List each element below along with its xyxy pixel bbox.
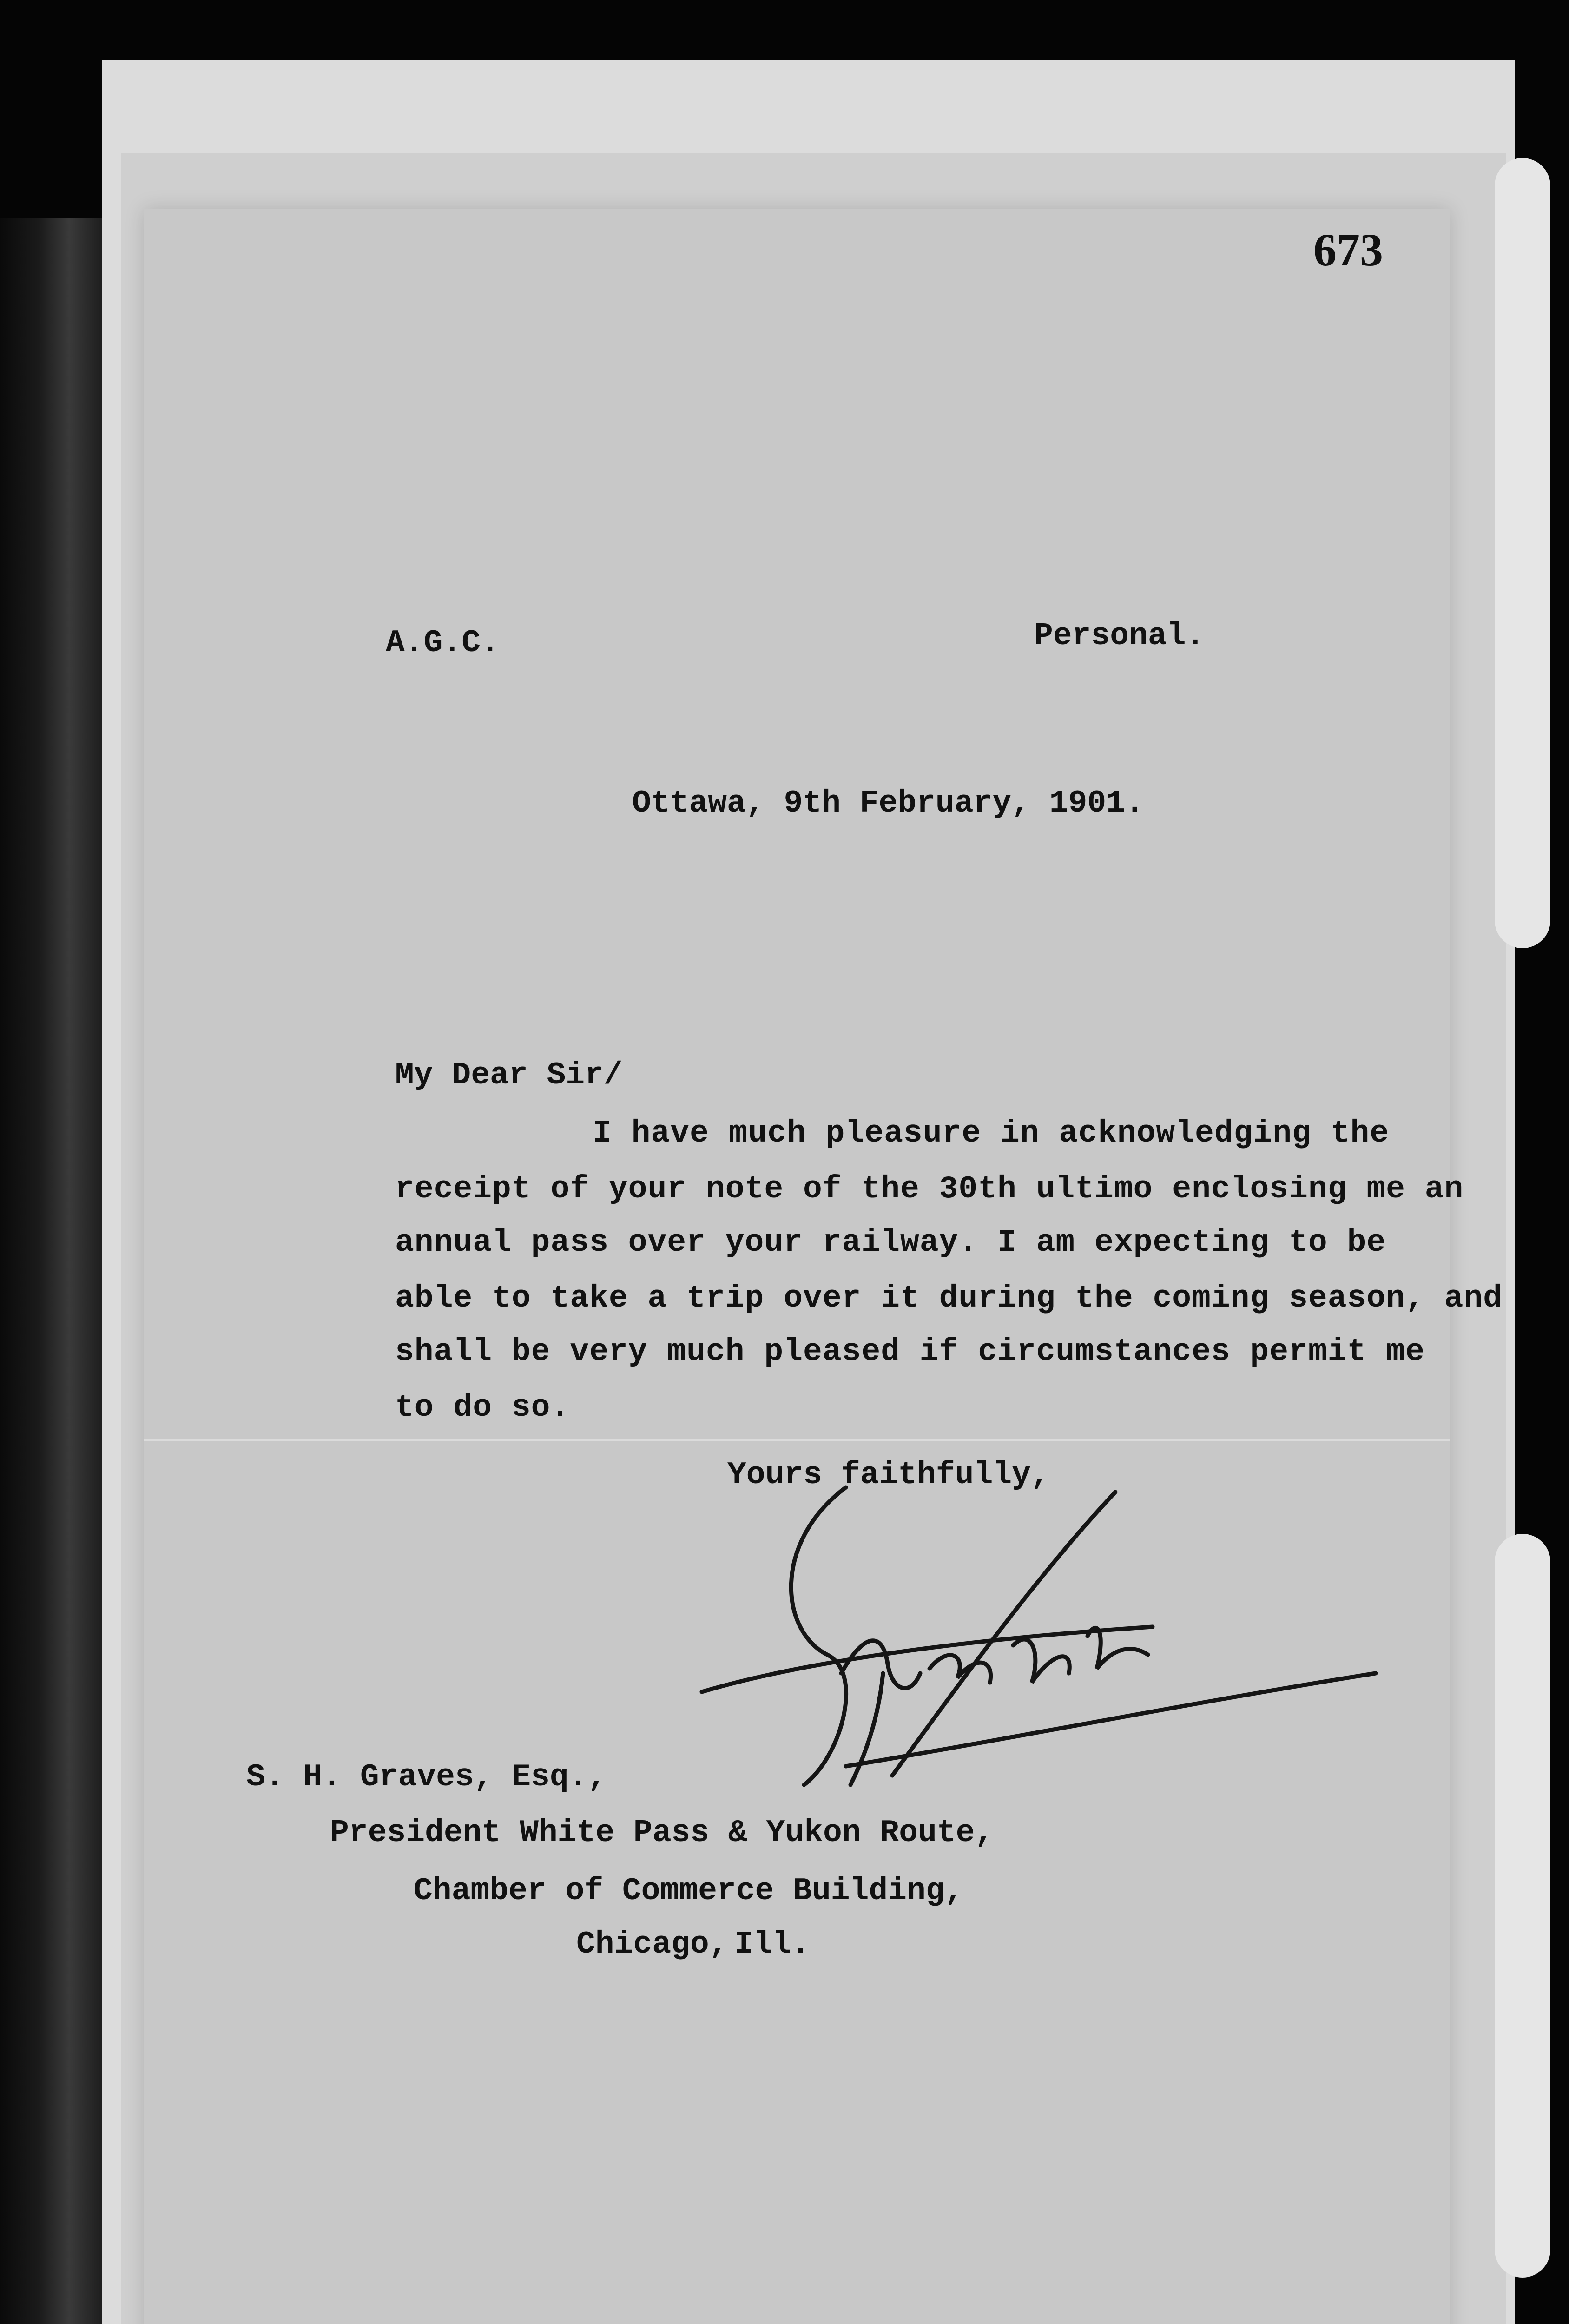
- page-number: 673: [1313, 224, 1383, 276]
- recipient-state: Ill.: [734, 1927, 811, 1962]
- dateline: Ottawa, 9th February, 1901.: [632, 786, 1144, 821]
- body-line: to do so.: [395, 1390, 570, 1426]
- letter-sheet: [144, 209, 1450, 2324]
- recipient-title: President White Pass & Yukon Route,: [330, 1815, 994, 1851]
- recipient-city: Chicago,: [576, 1927, 728, 1962]
- body-line: I have much pleasure in acknowledging the: [593, 1116, 1390, 1151]
- handwritten-signature: [688, 1478, 1385, 1803]
- recipient-name: S. H. Graves, Esq.,: [246, 1759, 607, 1795]
- reference-initials: A.G.C.: [386, 625, 500, 661]
- personal-marking: Personal.: [1034, 618, 1205, 654]
- body-line: annual pass over your railway. I am expecting to be: [395, 1225, 1386, 1261]
- recipient-building: Chamber of Commerce Building,: [414, 1873, 964, 1909]
- body-line: able to take a trip over it during the coming season, and: [395, 1281, 1503, 1316]
- body-line: receipt of your note of the 30th ultimo enclosing me an: [395, 1171, 1464, 1207]
- page-curl: [1495, 1534, 1550, 2278]
- page-curl: [1495, 158, 1550, 948]
- body-line: shall be very much pleased if circumstances permit me: [395, 1334, 1425, 1370]
- fold-line: [144, 1439, 1450, 1441]
- salutation: My Dear Sir/: [395, 1057, 623, 1093]
- closing: Yours faithfully,: [727, 1457, 1050, 1493]
